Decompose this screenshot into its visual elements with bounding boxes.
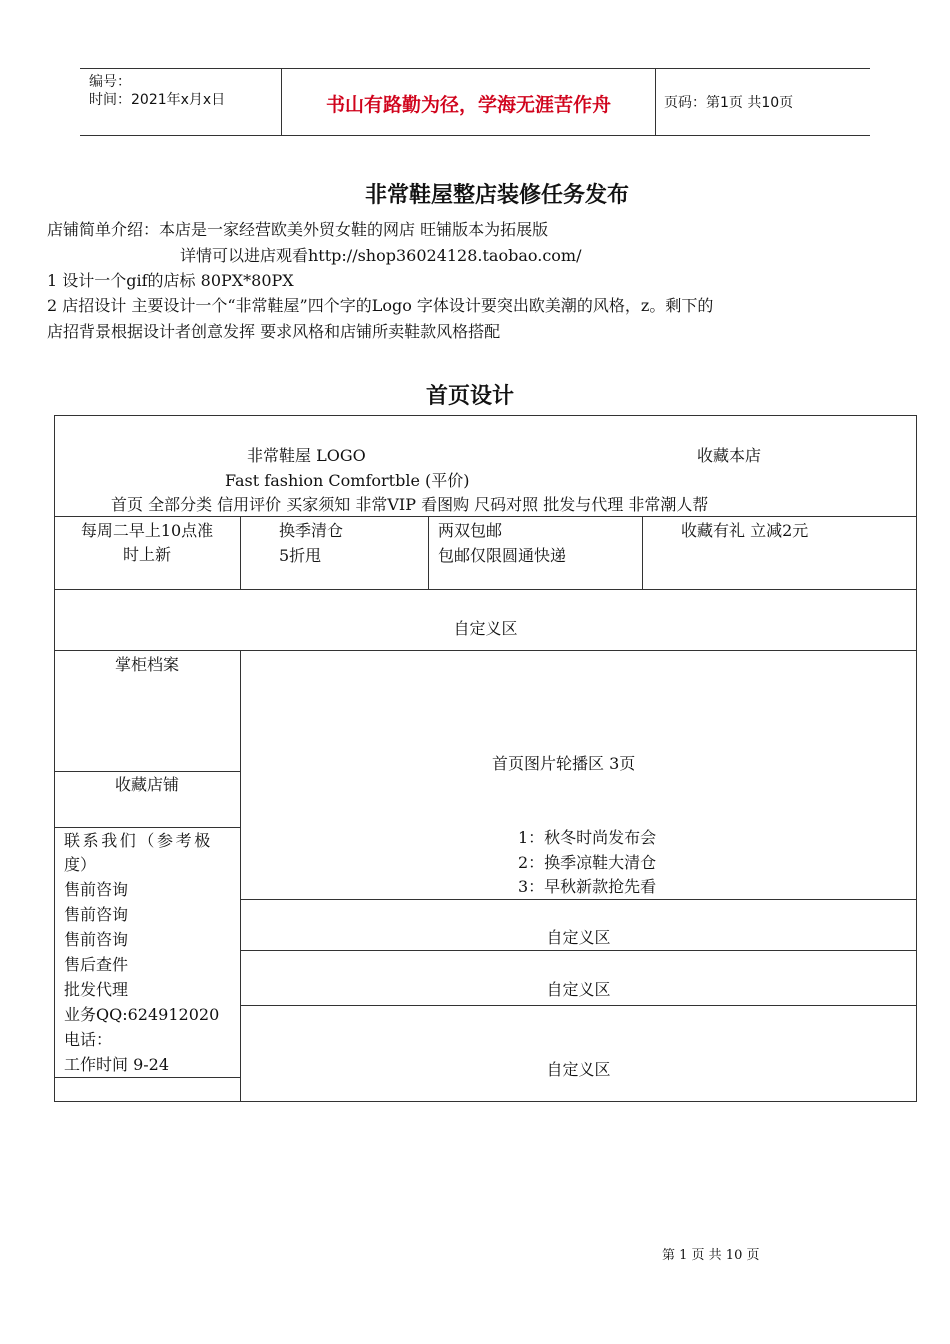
contact-line: 批发代理 — [64, 980, 129, 999]
favorite-shop: 收藏店铺 — [114, 775, 179, 794]
header-motto: 书山有路勤为径，学海无涯苦作舟 — [325, 94, 611, 116]
nav-bar: 首页 全部分类 信用评价 买家须知 非常VIP 看图购 尺码对照 批发与代理 非常潮人帮 — [111, 495, 709, 514]
custom-area-main-2: 自定义区 — [546, 980, 611, 999]
contact-line: 电话： — [64, 1030, 113, 1049]
promo-favorite-gift: 收藏有礼 立减2元 — [681, 521, 809, 540]
task-item-2b: 店招背景根据设计者创意发挥 要求风格和店铺所卖鞋款风格搭配 — [47, 322, 501, 341]
owner-profile: 掌柜档案 — [114, 655, 179, 674]
header-page-info: 页码：第1页 共10页 — [664, 95, 794, 111]
contact-line: 联系我们（参考极 — [64, 831, 213, 850]
store-logo-placeholder: 非常鞋屋 LOGO — [247, 446, 366, 465]
doc-date-label: 时间：2021年x月x日 — [89, 92, 226, 108]
carousel-item: 2：换季凉鞋大清仓 — [518, 853, 657, 872]
custom-area-main-1: 自定义区 — [546, 928, 611, 947]
promo-free-shipping-line1: 两双包邮 — [438, 521, 503, 540]
contact-line: 度） — [64, 855, 97, 874]
carousel-title: 首页图片轮播区 3页 — [492, 754, 636, 773]
doc-title: 非常鞋屋整店装修任务发布 — [365, 183, 630, 208]
intro-line-2: 详情可以进店观看http://shop36024128.taobao.com/ — [180, 246, 582, 265]
carousel-item: 1：秋冬时尚发布会 — [518, 828, 657, 847]
contact-us-block — [64, 829, 236, 1077]
custom-area-top: 自定义区 — [453, 619, 518, 638]
promo-new-arrival-line1: 每周二早上10点准 — [80, 521, 214, 540]
promo-clearance-line2: 5折甩 — [279, 546, 322, 565]
contact-line: 售前咨询 — [64, 930, 129, 949]
store-slogan: Fast fashion Comfortble (平价) — [225, 471, 470, 490]
task-item-2a: 2 店招设计 主要设计一个“非常鞋屋”四个字的Logo 字体设计要突出欧美潮的风格，z。剩下的 — [47, 296, 714, 315]
favorite-store-link: 收藏本店 — [697, 446, 762, 465]
contact-line: 售后查件 — [64, 955, 129, 974]
promo-clearance-line1: 换季清仓 — [279, 521, 344, 540]
promo-new-arrival-line2: 时上新 — [122, 545, 171, 564]
contact-line: 售前咨询 — [64, 880, 129, 899]
intro-line-1: 店铺简单介绍：本店是一家经营欧美外贸女鞋的网店 旺铺版本为拓展版 — [47, 220, 549, 239]
contact-line: 工作时间 9-24 — [64, 1055, 170, 1074]
page-footer: 第 1 页 共 10 页 — [662, 1248, 760, 1263]
task-item-1: 1 设计一个gif的店标 80PX*80PX — [47, 271, 294, 290]
carousel-item: 3：早秋新款抢先看 — [518, 877, 657, 896]
doc-number-label: 编号： — [89, 74, 131, 90]
promo-free-shipping-line2: 包邮仅限圆通快递 — [438, 546, 567, 565]
contact-line: 业务QQ:624912020 — [64, 1005, 220, 1024]
custom-area-main-3: 自定义区 — [546, 1060, 611, 1079]
contact-line: 售前咨询 — [64, 905, 129, 924]
section-title: 首页设计 — [426, 384, 515, 409]
